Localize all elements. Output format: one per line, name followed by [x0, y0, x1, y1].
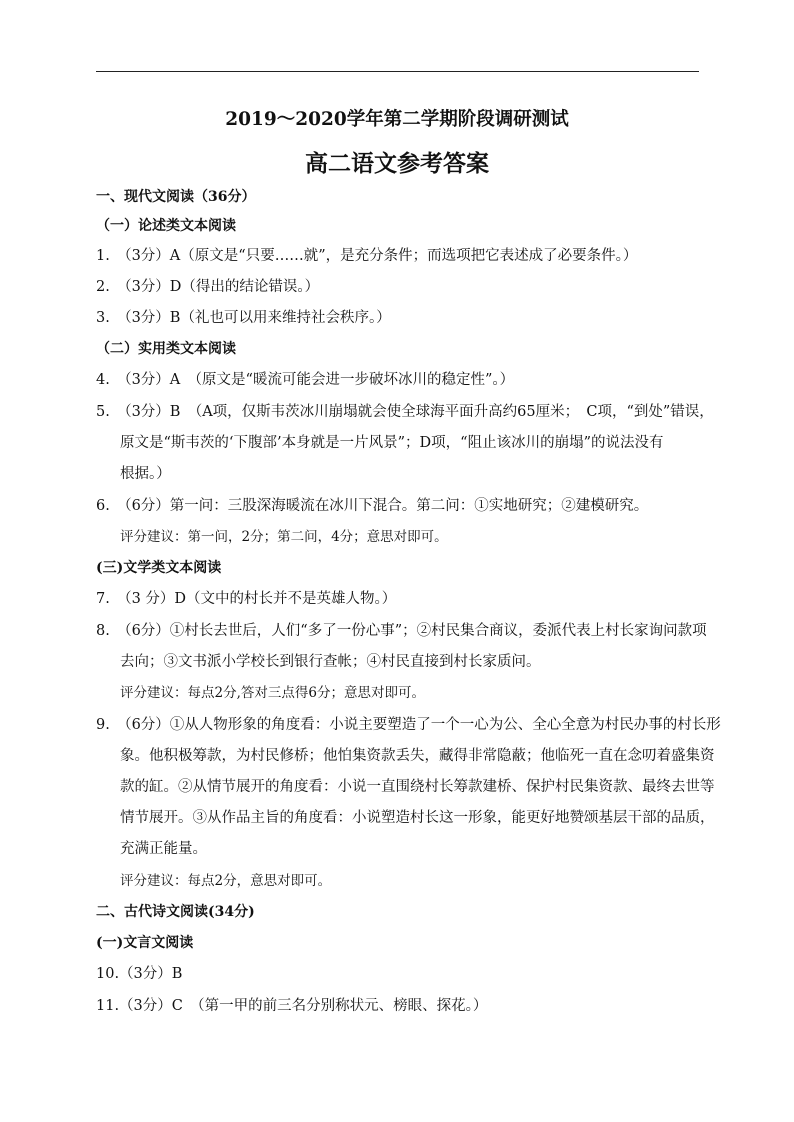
section-heading-classical: 二、古代诗文阅读(34分)	[96, 904, 255, 920]
answer-7: 7. （3 分）D（文中的村长并不是英雄人物。）	[96, 591, 397, 607]
page-subtitle: 高二语文参考答案	[305, 150, 489, 177]
answer-5-continued: 根据。）	[120, 466, 171, 482]
answer-4: 4. （3分）A （原文是“暖流可能会进一步破坏冰川的稳定性”。）	[96, 372, 515, 388]
answer-5-continued: 原文是“斯韦茨的‘下腹部’本身就是一片风景”；D项，“阻止该冰川的崩塌”的说法没有	[120, 435, 664, 451]
subsection-heading-practical: （二）实用类文本阅读	[96, 341, 236, 357]
section-heading-modern-reading: 一、现代文阅读（36分）	[96, 189, 256, 205]
subsection-heading-argumentative: （一）论述类文本阅读	[96, 218, 236, 234]
header-rule	[96, 71, 699, 72]
answer-5: 5. （3分）B （A项，仅斯韦茨冰川崩塌就会使全球海平面升高约65厘米； C项，“到处”错误，	[96, 404, 714, 420]
answer-11: 11.（3分）C （第一甲的前三名分别称状元、榜眼、探花。）	[96, 998, 488, 1014]
scoring-note-9: 评分建议：每点2分，意思对即可。	[120, 873, 332, 889]
subsection-heading-classical-prose: (一)文言文阅读	[96, 935, 194, 951]
answer-2: 2. （3分）D（得出的结论错误。）	[96, 279, 320, 295]
page-title: 2019～2020学年第二学期阶段调研测试	[225, 109, 569, 130]
answer-8-continued: 去向；③文书派小学校长到银行查帐；④村民直接到村长家质问。	[120, 654, 541, 670]
answer-9: 9. （6分）①从人物形象的角度看：小说主要塑造了一个一心为公、全心全意为村民办事的村长形	[96, 717, 721, 733]
answer-8: 8. （6分）①村长去世后，人们“多了一份心事”；②村民集合商议，委派代表上村长家询问款项	[96, 623, 707, 639]
subsection-heading-literary: (三)文学类文本阅读	[96, 560, 222, 576]
answer-3: 3. （3分）B（礼也可以用来维持社会秩序。）	[96, 310, 391, 326]
answer-9-continued: 情节展开。③从作品主旨的角度看：小说塑造村长这一形象，能更好地赞颂基层干部的品质，	[120, 810, 715, 826]
answer-9-continued: 充满正能量。	[120, 841, 207, 857]
answer-6: 6. （6分）第一问：三股深海暖流在冰川下混合。第二问：①实地研究；②建模研究。	[96, 498, 649, 514]
answer-10: 10.（3分）B	[96, 966, 183, 982]
scoring-note-8: 评分建议：每点2分,答对三点得6分；意思对即可。	[120, 685, 425, 701]
answer-9-continued: 款的缸。②从情节展开的角度看：小说一直围绕村长筹款建桥、保护村民集资款、最终去世等	[120, 779, 715, 795]
answer-9-continued: 象。他积极筹款，为村民修桥；他怕集资款丢失，藏得非常隐蔽；他临死一直在念叨着盛集资	[120, 748, 715, 764]
answer-1: 1. （3分）A（原文是“只要……就”，是充分条件；而选项把它表述成了必要条件。）	[96, 248, 638, 264]
scoring-note-6: 评分建议：第一问，2分；第二问，4分；意思对即可。	[120, 529, 448, 545]
